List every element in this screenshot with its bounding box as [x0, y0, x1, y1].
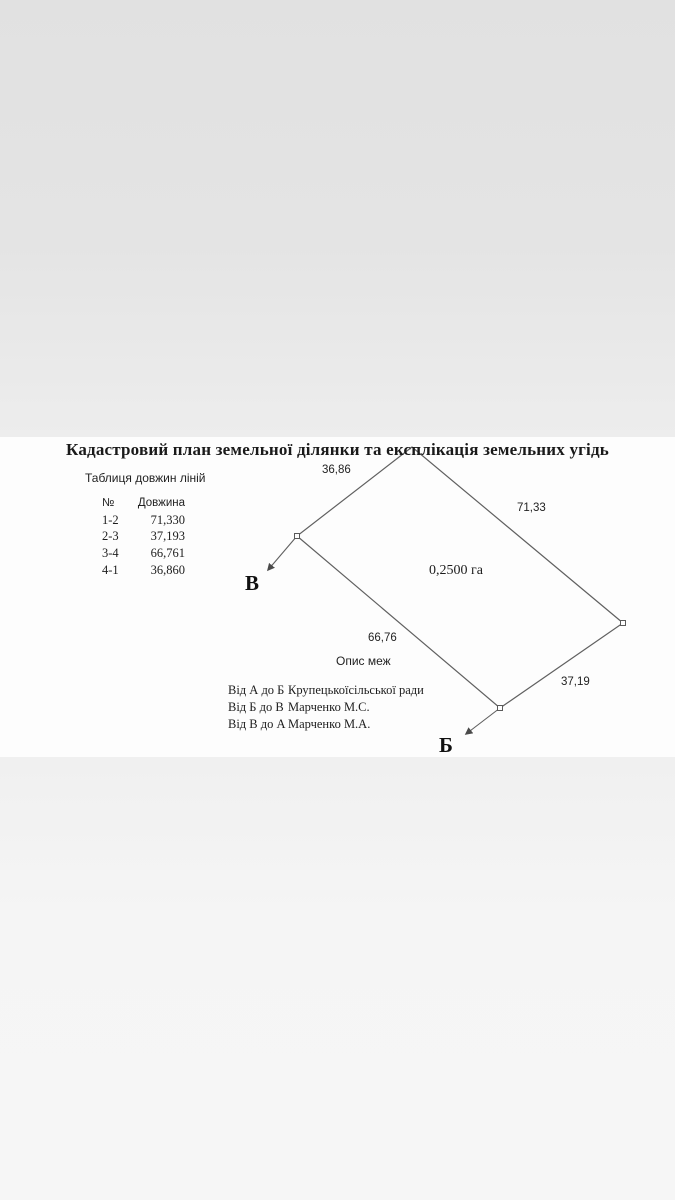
boundary-item — [228, 716, 488, 733]
boundary-holder: Крупецькоїсільської ради — [288, 683, 424, 697]
edge-length-top: 36,86 — [322, 464, 351, 476]
col-header-no: № — [102, 497, 115, 509]
segment-length: 37,193 — [150, 529, 185, 544]
background-bottom — [0, 757, 675, 1200]
point-label-v: В — [245, 571, 260, 595]
table-title: Таблиця довжин ліній — [85, 471, 206, 485]
boundary-segment: Від Б до В — [228, 700, 284, 714]
table-header-row — [102, 495, 185, 512]
segment-no: 2-3 — [102, 529, 119, 544]
boundary-item — [228, 699, 488, 716]
vertex-marker-right — [621, 621, 626, 626]
arrow-to-point-v — [268, 536, 297, 570]
line-lengths-table — [85, 471, 205, 611]
boundary-holder: Марченко М.С. — [288, 700, 370, 714]
segment-no: 4-1 — [102, 562, 119, 577]
parcel-area-label: 0,2500 га — [429, 563, 483, 578]
col-header-length: Довжина — [137, 497, 185, 509]
boundary-segment: Від А до Б — [228, 683, 285, 697]
point-label-b: Б — [439, 733, 453, 757]
boundary-item — [228, 682, 488, 699]
segment-no: 1-2 — [102, 512, 119, 527]
table-row — [102, 528, 185, 545]
boundary-segment: Від В до А — [228, 717, 286, 731]
vertex-marker-left — [295, 534, 300, 539]
table-grid — [102, 495, 185, 578]
table-row — [102, 562, 185, 579]
vertex-marker-bottom — [498, 706, 503, 711]
segment-length: 66,761 — [150, 546, 185, 561]
edge-length-right: 71,33 — [517, 502, 546, 514]
background-top — [0, 0, 675, 437]
table-row — [102, 512, 185, 529]
table-row — [102, 545, 185, 562]
boundaries-title: Опис меж — [336, 654, 391, 668]
page-title: Кадастровий план земельної ділянки та експлікація земельних угідь — [66, 440, 609, 459]
segment-length: 71,330 — [150, 512, 185, 527]
document-page — [0, 437, 675, 757]
segment-no: 3-4 — [102, 546, 119, 561]
segment-length: 36,860 — [150, 562, 185, 577]
edge-length-bottom-left: 66,76 — [368, 632, 397, 644]
boundary-holder: Марченко М.А. — [288, 717, 371, 731]
edge-length-bottom-right: 37,19 — [561, 676, 590, 688]
